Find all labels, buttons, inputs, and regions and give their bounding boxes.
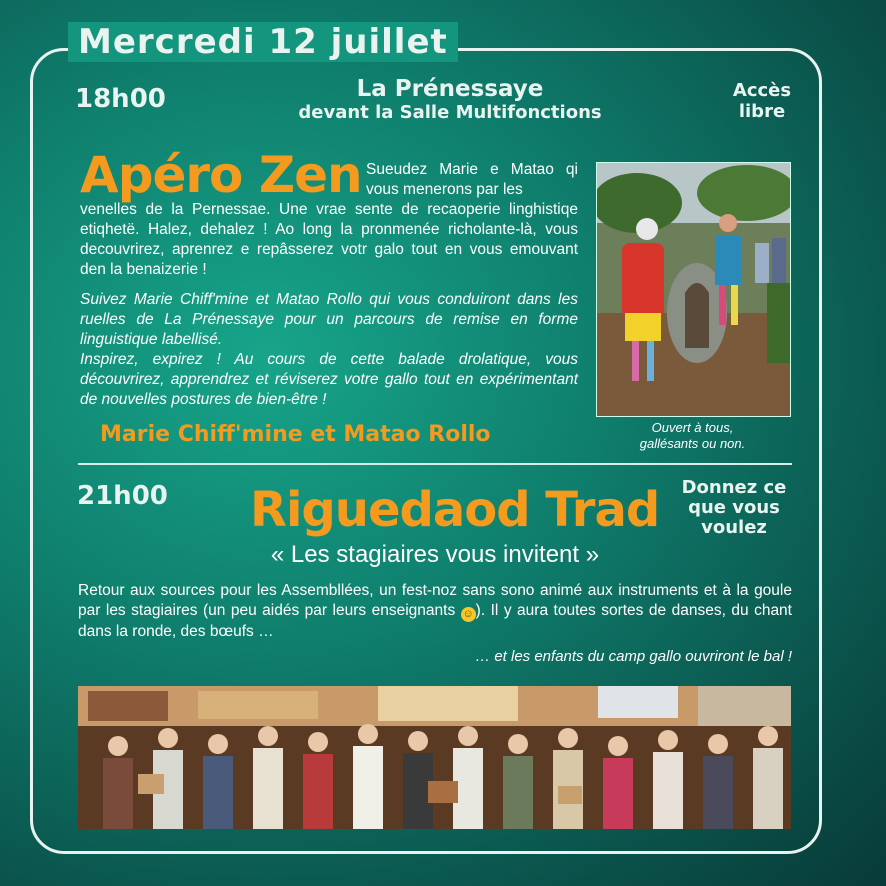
caption-line1: Ouvert à tous, bbox=[651, 420, 734, 435]
caption-line2: gallésants ou non. bbox=[639, 436, 746, 451]
gallo-lead: Sueudez Marie e Matao qi vous menerons par les bbox=[366, 161, 578, 198]
event2-title: Riguedaod Trad bbox=[250, 482, 660, 538]
event-date: Mercredi 12 juillet bbox=[68, 22, 458, 62]
event1-access bbox=[720, 80, 804, 122]
walk-photo-illustration bbox=[597, 163, 790, 416]
photo-caption bbox=[596, 420, 789, 452]
section-divider bbox=[78, 463, 792, 465]
walk-photo bbox=[596, 162, 791, 417]
place-name: La Prénessaye bbox=[356, 76, 544, 102]
event2-time: 21h00 bbox=[77, 481, 168, 511]
french-paragraph-1: Suivez Marie Chiff'mine et Matao Rollo qui vous conduiront dans les ruelles de La Prénessaye pour un parcours de remise en forme linguistique labellisé. bbox=[80, 291, 578, 348]
french-description bbox=[80, 290, 578, 410]
performers-name: Marie Chiff'mine et Matao Rollo bbox=[100, 422, 491, 447]
place-detail: devant la Salle Multifonctions bbox=[298, 102, 602, 123]
description-part2: ). Il y aura toutes sortes de danses, du chant dans la ronde, des bœufs … bbox=[78, 602, 792, 640]
donate-line1: Donnez ce bbox=[681, 477, 787, 498]
access-line2: libre bbox=[738, 101, 786, 122]
event1-title: Apéro Zen bbox=[80, 146, 362, 204]
access-line1: Accès bbox=[732, 80, 792, 101]
donate-line3: voulez bbox=[701, 517, 767, 538]
event2-subtitle: « Les stagiaires vous invitent » bbox=[270, 541, 600, 568]
description-part1: Retour aux sources pour les Assembllées, un fest-noz sans sono animé aux instruments et à la goule par les stagiaires (un peu aidés par leurs enseignants bbox=[78, 582, 792, 619]
event1-place bbox=[280, 76, 620, 124]
kids-note: … et les enfants du camp gallo ouvriront le bal ! bbox=[475, 648, 792, 665]
french-paragraph-2: Inspirez, expirez ! Au cours de cette balade drolatique, vous découvrirez, apprendrez et réviserez votre gallo tout en expérimentant de nouvelles postures de bien-être ! bbox=[80, 351, 578, 408]
wink-smiley-icon: ☺ bbox=[462, 608, 474, 620]
event1-time: 18h00 bbox=[75, 84, 166, 114]
gallo-rest: venelles de la Pernessae. Une vrae sente de recaoperie linghistiqe etiqhetë. Halez, dehalez ! Ao long la pronmenée richolante-là, vous decouvrirez, aprenrez e repâsserez votr galo tout en vous emouvant den la benaizerie ! bbox=[80, 201, 578, 278]
festnoz-photo bbox=[78, 686, 791, 829]
event2-description bbox=[78, 581, 792, 642]
donate-line2: que vous bbox=[688, 497, 780, 518]
festnoz-photo-illustration bbox=[78, 686, 791, 829]
event2-donation bbox=[672, 478, 796, 538]
